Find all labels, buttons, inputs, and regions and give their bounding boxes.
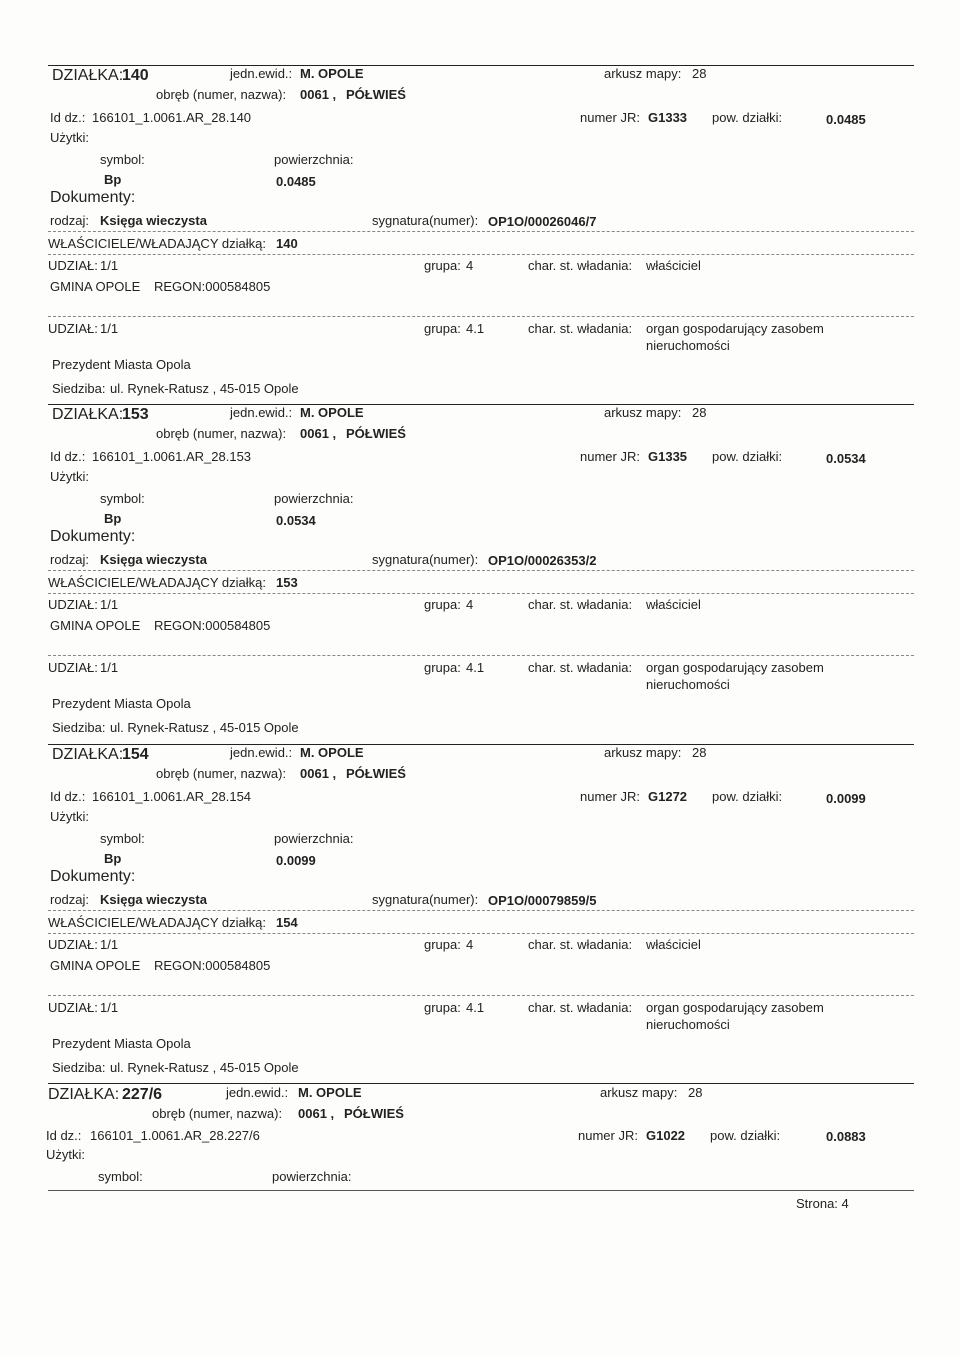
symbol-value: Bp: [104, 511, 122, 526]
rodzaj-value: Księga wieczysta: [100, 213, 207, 228]
numer-jr-label: numer JR:: [580, 449, 640, 464]
parcel-header-rule: [48, 65, 914, 66]
share-value: 1/1: [100, 321, 119, 336]
char-value: właściciel: [646, 258, 701, 273]
numer-jr-label: numer JR:: [580, 110, 640, 125]
owners-label: WŁAŚCICIELE/WŁADAJĄCY działką:: [48, 915, 266, 930]
symbol-value: Bp: [104, 851, 122, 866]
powierzchnia-label: powierzchnia:: [272, 1169, 352, 1184]
symbol-label: symbol:: [98, 1169, 143, 1184]
parcel-label: DZIAŁKA:: [52, 746, 124, 763]
owner-name: GMINA OPOLE: [50, 279, 141, 294]
grupa-label: grupa:: [424, 1000, 461, 1015]
section-divider: [48, 910, 914, 911]
owner-name: GMINA OPOLE: [50, 958, 141, 973]
char-label: char. st. władania:: [528, 258, 633, 273]
share-label: UDZIAŁ:: [48, 660, 98, 675]
numer-jr-value: G1272: [648, 789, 688, 804]
parcel-number: 153: [122, 406, 149, 423]
sygnatura-label: sygnatura(numer):: [372, 892, 479, 907]
area-value: 0.0485: [276, 174, 316, 189]
powierzchnia-label: powierzchnia:: [274, 491, 354, 506]
rodzaj-value: Księga wieczysta: [100, 552, 207, 567]
parcel-label: DZIAŁKA:: [52, 406, 124, 423]
owner-name: Prezydent Miasta Opola: [52, 357, 191, 372]
char-value: właściciel: [646, 937, 701, 952]
uzytki-label: Użytki:: [50, 809, 89, 824]
share-label: UDZIAŁ:: [48, 597, 98, 612]
section-divider: [48, 231, 914, 232]
parcel-label: DZIAŁKA:: [48, 1086, 120, 1103]
section-divider: [48, 254, 914, 255]
owner-regon: REGON:000584805: [154, 958, 271, 973]
share-label: UDZIAŁ:: [48, 937, 98, 952]
rodzaj-label: rodzaj:: [50, 213, 90, 228]
jedn-ewid-label: jedn.ewid.:: [230, 66, 293, 81]
siedziba-value: ul. Rynek-Ratusz , 45-015 Opole: [110, 381, 299, 396]
dokumenty-heading: Dokumenty:: [50, 868, 136, 885]
grupa-label: grupa:: [424, 937, 461, 952]
id-value: 166101_1.0061.AR_28.227/6: [90, 1128, 260, 1143]
grupa-value: 4.1: [466, 660, 485, 675]
char-value-cont: nieruchomości: [646, 1017, 730, 1032]
jedn-ewid-value: M. OPOLE: [298, 1085, 362, 1100]
jedn-ewid-value: M. OPOLE: [300, 405, 364, 420]
obreb-number: 0061 ,: [298, 1106, 335, 1121]
share-value: 1/1: [100, 660, 119, 675]
pow-value: 0.0534: [826, 451, 866, 466]
parcel-header-rule: [48, 404, 914, 405]
rodzaj-label: rodzaj:: [50, 552, 90, 567]
grupa-label: grupa:: [424, 660, 461, 675]
pow-value: 0.0883: [826, 1129, 866, 1144]
owners-parcel-number: 153: [276, 575, 298, 590]
owner-regon: REGON:000584805: [154, 618, 271, 633]
sygnatura-value: OP1O/00026353/2: [488, 553, 597, 568]
owner-name: GMINA OPOLE: [50, 618, 141, 633]
char-value: organ gospodarujący zasobem: [646, 321, 824, 336]
obreb-label: obręb (numer, nazwa):: [156, 766, 287, 781]
section-divider: [48, 933, 914, 934]
dokumenty-heading: Dokumenty:: [50, 528, 136, 545]
sygnatura-label: sygnatura(numer):: [372, 213, 479, 228]
siedziba-value: ul. Rynek-Ratusz , 45-015 Opole: [110, 1060, 299, 1075]
symbol-label: symbol:: [100, 831, 145, 846]
grupa-value: 4.1: [466, 321, 485, 336]
arkusz-value: 28: [692, 405, 707, 420]
jedn-ewid-value: M. OPOLE: [300, 745, 364, 760]
obreb-name: PÓŁWIEŚ: [346, 426, 406, 441]
obreb-label: obręb (numer, nazwa):: [156, 426, 287, 441]
owners-label: WŁAŚCICIELE/WŁADAJĄCY działką:: [48, 236, 266, 251]
obreb-name: PÓŁWIEŚ: [346, 87, 406, 102]
parcel-number: 140: [122, 67, 149, 84]
pow-value: 0.0485: [826, 112, 866, 127]
grupa-label: grupa:: [424, 597, 461, 612]
share-label: UDZIAŁ:: [48, 321, 98, 336]
char-label: char. st. władania:: [528, 321, 633, 336]
char-value: organ gospodarujący zasobem: [646, 1000, 824, 1015]
owner-name: Prezydent Miasta Opola: [52, 696, 191, 711]
owners-parcel-number: 154: [276, 915, 298, 930]
footer-rule: [48, 1190, 914, 1191]
sygnatura-value: OP1O/00026046/7: [488, 214, 597, 229]
numer-jr-value: G1335: [648, 449, 688, 464]
id-value: 166101_1.0061.AR_28.140: [92, 110, 252, 125]
pow-label: pow. działki:: [710, 1128, 781, 1143]
numer-jr-label: numer JR:: [578, 1128, 638, 1143]
powierzchnia-label: powierzchnia:: [274, 831, 354, 846]
char-label: char. st. władania:: [528, 937, 633, 952]
share-value: 1/1: [100, 258, 119, 273]
arkusz-label: arkusz mapy:: [604, 66, 682, 81]
share-value: 1/1: [100, 1000, 119, 1015]
pow-label: pow. działki:: [712, 789, 783, 804]
parcel-number: 154: [122, 746, 149, 763]
share-label: UDZIAŁ:: [48, 258, 98, 273]
char-value: właściciel: [646, 597, 701, 612]
owners-label: WŁAŚCICIELE/WŁADAJĄCY działką:: [48, 575, 266, 590]
char-value-cont: nieruchomości: [646, 338, 730, 353]
grupa-value: 4: [466, 597, 474, 612]
id-label: Id dz.:: [46, 1128, 82, 1143]
jedn-ewid-value: M. OPOLE: [300, 66, 364, 81]
powierzchnia-label: powierzchnia:: [274, 152, 354, 167]
arkusz-label: arkusz mapy:: [604, 745, 682, 760]
numer-jr-value: G1333: [648, 110, 688, 125]
owners-parcel-number: 140: [276, 236, 298, 251]
jedn-ewid-label: jedn.ewid.:: [230, 745, 293, 760]
parcel-label: DZIAŁKA:: [52, 67, 124, 84]
grupa-value: 4.1: [466, 1000, 485, 1015]
pow-label: pow. działki:: [712, 449, 783, 464]
parcel-header-rule: [48, 744, 914, 745]
parcel-header-rule: [48, 1083, 914, 1084]
symbol-label: symbol:: [100, 152, 145, 167]
arkusz-label: arkusz mapy:: [604, 405, 682, 420]
section-divider: [48, 655, 914, 656]
obreb-label: obręb (numer, nazwa):: [156, 87, 287, 102]
share-value: 1/1: [100, 937, 119, 952]
jedn-ewid-label: jedn.ewid.:: [226, 1085, 289, 1100]
parcel-number: 227/6: [122, 1086, 163, 1103]
obreb-number: 0061 ,: [300, 766, 337, 781]
share-label: UDZIAŁ:: [48, 1000, 98, 1015]
siedziba-label: Siedziba:: [52, 1060, 106, 1075]
char-value: organ gospodarujący zasobem: [646, 660, 824, 675]
dokumenty-heading: Dokumenty:: [50, 189, 136, 206]
char-label: char. st. władania:: [528, 660, 633, 675]
uzytki-label: Użytki:: [50, 130, 89, 145]
obreb-number: 0061 ,: [300, 426, 337, 441]
symbol-value: Bp: [104, 172, 122, 187]
section-divider: [48, 995, 914, 996]
arkusz-value: 28: [688, 1085, 703, 1100]
sygnatura-value: OP1O/00079859/5: [488, 893, 597, 908]
jedn-ewid-label: jedn.ewid.:: [230, 405, 293, 420]
id-label: Id dz.:: [50, 789, 86, 804]
uzytki-label: Użytki:: [46, 1147, 85, 1162]
uzytki-label: Użytki:: [50, 469, 89, 484]
obreb-name: PÓŁWIEŚ: [344, 1106, 404, 1121]
rodzaj-label: rodzaj:: [50, 892, 90, 907]
siedziba-label: Siedziba:: [52, 720, 106, 735]
arkusz-label: arkusz mapy:: [600, 1085, 678, 1100]
section-divider: [48, 316, 914, 317]
grupa-value: 4: [466, 258, 474, 273]
obreb-name: PÓŁWIEŚ: [346, 766, 406, 781]
symbol-label: symbol:: [100, 491, 145, 506]
id-value: 166101_1.0061.AR_28.153: [92, 449, 252, 464]
grupa-value: 4: [466, 937, 474, 952]
id-label: Id dz.:: [50, 110, 86, 125]
id-label: Id dz.:: [50, 449, 86, 464]
pow-value: 0.0099: [826, 791, 866, 806]
obreb-number: 0061 ,: [300, 87, 337, 102]
area-value: 0.0099: [276, 853, 316, 868]
owner-name: Prezydent Miasta Opola: [52, 1036, 191, 1051]
owner-regon: REGON:000584805: [154, 279, 271, 294]
arkusz-value: 28: [692, 745, 707, 760]
siedziba-value: ul. Rynek-Ratusz , 45-015 Opole: [110, 720, 299, 735]
numer-jr-value: G1022: [646, 1128, 686, 1143]
numer-jr-label: numer JR:: [580, 789, 640, 804]
arkusz-value: 28: [692, 66, 707, 81]
area-value: 0.0534: [276, 513, 316, 528]
siedziba-label: Siedziba:: [52, 381, 106, 396]
page-number: Strona: 4: [796, 1196, 849, 1211]
char-label: char. st. władania:: [528, 1000, 633, 1015]
grupa-label: grupa:: [424, 258, 461, 273]
char-label: char. st. władania:: [528, 597, 633, 612]
section-divider: [48, 593, 914, 594]
obreb-label: obręb (numer, nazwa):: [152, 1106, 283, 1121]
share-value: 1/1: [100, 597, 119, 612]
grupa-label: grupa:: [424, 321, 461, 336]
id-value: 166101_1.0061.AR_28.154: [92, 789, 252, 804]
section-divider: [48, 570, 914, 571]
char-value-cont: nieruchomości: [646, 677, 730, 692]
pow-label: pow. działki:: [712, 110, 783, 125]
rodzaj-value: Księga wieczysta: [100, 892, 207, 907]
sygnatura-label: sygnatura(numer):: [372, 552, 479, 567]
